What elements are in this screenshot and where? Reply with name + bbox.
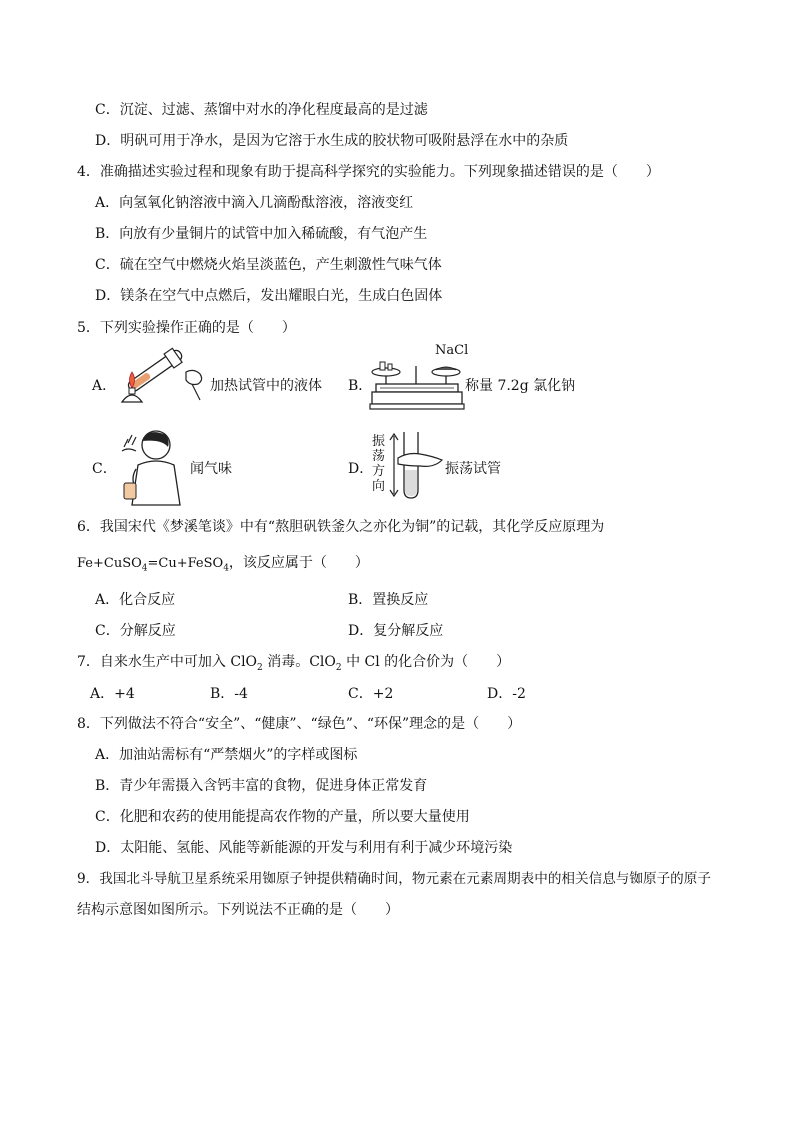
q8-option-d: D．太阳能、氢能、风能等新能源的开发与利用有利于减少环境污染 [95,840,513,856]
eq-part: ，该反应属于（ ） [228,555,369,571]
shaking-test-tube-figure [388,430,446,502]
q7-stem [77,652,510,678]
q7-stem-part: 7．自来水生产中可加入 ClO [77,654,258,670]
q6-option-c: C．分解反应 [95,623,176,639]
q7-option-d: D．-2 [487,686,526,702]
q8-option-c: C．化肥和农药的使用能提高农作物的产量，所以要大量使用 [95,809,470,825]
q8-option-a: A．加油站需标有“严禁烟火”的字样或图标 [95,747,358,763]
vtext-char: 荡 [372,449,386,464]
q7-option-c: C．+2 [348,686,394,702]
q5-option-c-caption: 闻气味 [190,461,232,477]
balance-scale-figure [368,356,466,412]
q6-option-b: B．置换反应 [348,592,429,608]
q7-subscript: 2 [335,662,342,673]
q7-subscript: 2 [257,662,263,673]
q5-option-a-caption: 加热试管中的液体 [210,378,322,394]
q5-option-d-letter: D． [348,461,374,477]
q8-stem: 8．下列做法不符合“安全”、“健康”、“绿色”、“环保”理念的是（ ） [77,716,522,732]
q4-option-c: C．硫在空气中燃烧火焰呈淡蓝色，产生刺激性气味气体 [95,257,442,273]
q5-option-b-letter: B． [348,378,373,394]
q4-option-d: D．镁条在空气中点燃后，发出耀眼白光，生成白色固体 [95,288,443,304]
q6-stem: 6．我国宋代《梦溪笔谈》中有“熬胆矾铁釜久之亦化为铜”的记载，其化学反应原理为 [77,519,605,535]
eq-subscript: 4 [223,563,229,574]
q5-option-c-letter: C． [92,461,117,477]
q4-option-a: A．向氢氧化钠溶液中滴入几滴酚酞溶液，溶液变红 [95,195,414,211]
nacl-label: NaCl [435,343,469,358]
q6-equation [77,553,369,579]
q7-stem-part: 中 Cl 的化合价为（ ） [341,654,511,670]
shake-direction-vertical-text [372,434,385,494]
q3-option-d: D．明矾可用于净水，是因为它溶于水生成的胶状物可吸附悬浮在水中的杂质 [95,133,569,149]
q7-stem-part: 消毒。ClO [262,654,336,670]
q6-option-a: A．化合反应 [95,592,176,608]
eq-part: =Cu+FeSO [147,556,224,571]
q5-stem: 5．下列实验操作正确的是（ ） [77,320,296,336]
q7-option-b: B．-4 [210,686,248,702]
q4-stem: 4．准确描述实验过程和现象有助于提高科学探究的实验能力。下列现象描述错误的是（ ） [77,164,660,180]
smelling-gas-figure [112,425,187,507]
q5-option-a-letter: A． [92,378,117,394]
q9-stem-line1: 9．我国北斗导航卫星系统采用铷原子钟提供精确时间，物元素在元素周期表中的相关信息与铷原子的原子 [77,871,711,887]
q8-option-b: B．青少年需摄入含钙丰富的食物，促进身体正常发育 [95,778,428,794]
eq-part: Fe+CuSO [77,556,142,571]
vtext-char: 方 [372,464,386,479]
vtext-char: 向 [372,479,386,494]
q7-option-a: A．+4 [90,686,135,702]
eq-subscript: 4 [141,563,148,574]
q5-option-b-caption: 称量 7.2g 氯化钠 [465,378,576,394]
heating-test-tube-figure [112,340,207,410]
q6-option-d: D．复分解反应 [348,623,444,639]
q4-option-b: B．向放有少量铜片的试管中加入稀硫酸，有气泡产生 [95,226,428,242]
q3-option-c: C．沉淀、过滤、蒸馏中对水的净化程度最高的是过滤 [95,102,428,118]
vtext-char: 振 [372,434,386,449]
q5-option-d-caption: 振荡试管 [445,461,501,477]
q9-stem-line2: 结构示意图如图所示。下列说法不正确的是（ ） [77,902,399,918]
